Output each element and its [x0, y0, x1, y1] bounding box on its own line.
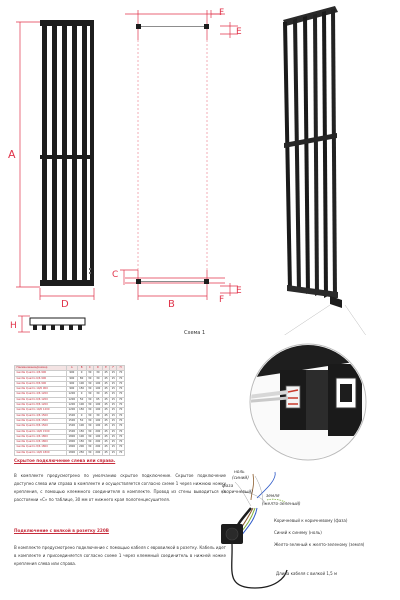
table-cell: 15 — [111, 387, 115, 391]
dim-label-d: D — [61, 299, 69, 310]
table-cell: 200 — [95, 445, 101, 449]
table-cell: 70 — [118, 371, 123, 375]
wire-label-phase-sub: (коричневый) — [222, 490, 253, 495]
table-cell: 1200 — [68, 403, 76, 407]
table-cell: 70 — [118, 381, 123, 385]
table-cell: 900 — [67, 387, 78, 392]
table-cell: 30 — [93, 376, 102, 381]
table-cell: 150 — [79, 387, 85, 391]
wire-label-zero: ноль — [234, 470, 245, 475]
table-cell: Gentle Quadro 4/6 1500 — [15, 413, 67, 418]
table-cell: 50 — [77, 418, 86, 423]
table-cell: 30 — [88, 397, 92, 401]
hidden-connection-paragraph: В комплекте предусмотрено по умолчанию скрытое подключение. Скрытое подключение доступно слева или справа в комплекте и осуществляется согласно схеме 1 через нижнюю ножку крепления, с помощью клеммного соединителя в комплекте. Провод из стены выводиться на расстоянии «С» по таблице, 30 мм от нижнего края полотенцесушителя. — [14, 473, 226, 502]
table-cell: 30 — [88, 429, 92, 433]
table-cell: 45 — [104, 434, 108, 438]
side-view-radiator — [18, 316, 85, 332]
table-cell: 70 — [118, 408, 123, 412]
table-cell: 45 — [104, 418, 108, 422]
table-cell: 65 — [93, 397, 102, 402]
spec-table-header-cell: H — [117, 366, 124, 371]
table-cell: 70 — [118, 418, 123, 422]
wire-label-ground: земля — [266, 494, 280, 499]
table-cell: 30 — [88, 418, 92, 422]
table-cell: 70 — [118, 445, 123, 449]
table-cell: 30 — [88, 381, 92, 385]
dim-label-h: H — [10, 321, 17, 331]
table-cell: 45 — [104, 371, 108, 375]
table-cell: Gentle Quadro 6/6 1200 — [15, 397, 67, 402]
table-cell: 100 — [95, 387, 101, 391]
dim-label-f-bottom: F — [219, 295, 225, 305]
table-cell: 200 — [79, 445, 85, 449]
table-cell: 0 — [77, 413, 86, 418]
table-cell: 100 — [79, 403, 85, 407]
table-cell: 30 — [88, 440, 92, 444]
table-cell: 70 — [118, 397, 123, 401]
wiring-legend-phase: Коричневый к коричневому (фаза) — [274, 518, 348, 523]
table-cell: 15 — [111, 381, 115, 385]
dim-label-e-bottom: E — [236, 286, 242, 296]
table-cell: Gentle Quadro 8/6 1800 — [15, 445, 67, 450]
table-cell: 30 — [88, 434, 92, 438]
table-cell: Gentle Quadro 8/6 900 — [15, 381, 67, 386]
spec-table-header-cell: Наименование/размер — [15, 366, 67, 371]
table-cell: 1800 — [68, 440, 76, 444]
table-cell: Gentle Quadro 10/6 900 — [15, 387, 67, 392]
table-cell: Gentle Quadro 6/6 900 — [15, 376, 67, 381]
table-cell: 80 — [77, 376, 86, 381]
table-cell: 50 — [77, 397, 86, 402]
table-cell: 70 — [118, 429, 123, 433]
dim-label-b: B — [168, 299, 175, 310]
front-view-radiator — [40, 20, 94, 286]
table-cell: 0 — [77, 371, 86, 376]
table-cell: 30 — [93, 413, 102, 418]
table-cell: 900 — [67, 376, 78, 381]
table-cell: 45 — [104, 376, 108, 380]
dim-label-a: A — [8, 148, 16, 161]
table-cell: Gentle Quadro 10/6 1800 — [15, 450, 67, 455]
table-cell: 45 — [104, 450, 108, 454]
table-cell: 15 — [111, 408, 115, 412]
table-cell: 15 — [111, 403, 115, 407]
table-cell: 30 — [88, 445, 92, 449]
spec-table-header-cell: D — [93, 366, 102, 371]
socket-connection-paragraph: В комплекте предусмотрено подключение с помощью кабеля с евровилкой в розетку. Кабель идет в комплекте и присоединяется согласно схеме 1 через клеммный соединитель в нижней ножке крепления слева или справа. — [14, 545, 226, 566]
table-cell: Gentle Quadro 8/6 1500 — [15, 424, 67, 429]
table-cell: 900 — [67, 371, 78, 376]
table-cell: 45 — [104, 413, 108, 417]
table-cell: 30 — [88, 424, 92, 428]
table-cell: 150 — [79, 440, 85, 444]
table-cell: Gentle Quadro 6/6 1500 — [15, 418, 67, 423]
table-cell: 15 — [111, 392, 115, 396]
table-cell: 45 — [104, 408, 108, 412]
table-cell: 15 — [111, 418, 115, 422]
table-cell: 150 — [79, 408, 85, 412]
table-cell: 15 — [111, 445, 115, 449]
table-cell: 45 — [104, 397, 108, 401]
table-cell: 70 — [118, 450, 123, 454]
table-cell: Gentle Quadro 10/6 1500 — [15, 429, 67, 434]
table-cell: 15 — [111, 440, 115, 444]
table-cell: 900 — [67, 381, 78, 386]
table-cell: 30 — [88, 408, 92, 412]
spec-table-body — [15, 371, 125, 456]
table-cell: 70 — [118, 413, 123, 417]
table-cell: 30 — [88, 376, 92, 380]
spec-table-header-cell: C — [86, 366, 93, 371]
socket-connection-title: Подключение с вилкой в розетку 220В — [14, 528, 109, 533]
wire-label-ground-sub: (желто-зеленый) — [262, 502, 301, 507]
mounting-brackets — [136, 24, 209, 284]
table-cell: 45 — [104, 403, 108, 407]
scheme-label: Схема 1 — [184, 330, 206, 336]
table-cell: 15 — [111, 371, 115, 375]
table-cell: 100 — [95, 381, 101, 385]
table-cell: 45 — [104, 381, 108, 385]
table-cell: 200 — [95, 440, 101, 444]
table-cell: 0 — [77, 392, 86, 397]
table-cell: 100 — [79, 424, 85, 428]
table-cell: 15 — [111, 434, 115, 438]
table-cell: 1200 — [68, 408, 76, 412]
table-cell: 250 — [79, 450, 85, 454]
table-cell: 30 — [88, 392, 92, 396]
table-cell: 30 — [88, 413, 92, 417]
wire-label-phase: фаза — [222, 484, 234, 489]
table-cell: 1800 — [68, 434, 76, 438]
table-cell: 70 — [118, 387, 123, 391]
table-cell: 1500 — [68, 413, 76, 417]
table-cell: 30 — [88, 387, 92, 391]
table-cell: Gentle Quadro 4/6 1200 — [15, 392, 67, 397]
table-cell: Gentle Quadro 10/6 1200 — [15, 408, 67, 413]
table-cell: 100 — [95, 418, 101, 422]
table-cell: 70 — [118, 376, 123, 380]
table-cell: 15 — [111, 424, 115, 428]
table-cell: Gentle Quadro 4/6 900 — [15, 371, 67, 376]
table-cell: 30 — [93, 392, 102, 397]
table-cell: 30 — [93, 371, 102, 376]
connection-detail-zoom — [240, 340, 380, 470]
table-cell: Gentle Quadro 8/6 1200 — [15, 403, 67, 408]
table-cell: 100 — [95, 408, 101, 412]
wire-label-zero-sub: (синий) — [232, 476, 249, 481]
cable-length-note: Длина кабеля с вилкой 1,5 м — [276, 571, 338, 576]
table-cell: 100 — [79, 434, 85, 438]
table-cell: 70 — [118, 403, 123, 407]
table-cell: 45 — [104, 440, 108, 444]
table-cell: 45 — [104, 387, 108, 391]
table-cell: 30 — [88, 371, 92, 375]
table-cell: Gentle Quadro 4/6 1800 — [15, 434, 67, 439]
spec-table-header-cell: B — [77, 366, 86, 371]
table-cell: 1500 — [68, 424, 76, 428]
table-cell: 15 — [111, 413, 115, 417]
table-cell: 100 — [95, 424, 101, 428]
table-cell: 70 — [118, 434, 123, 438]
table-cell: 1500 — [68, 429, 76, 433]
table-cell: 45 — [104, 392, 108, 396]
wiring-legend-ground: Желто-зеленый к желто-зеленому (земля) — [274, 542, 365, 547]
dim-label-f-top: F — [219, 8, 225, 18]
dim-label-c: C — [112, 270, 119, 280]
table-cell: 15 — [111, 376, 115, 380]
spec-table-header-cell: F — [110, 366, 117, 371]
table-cell: 1800 — [68, 450, 76, 454]
table-cell: 45 — [104, 424, 108, 428]
spec-table-header-cell: E — [102, 366, 109, 371]
table-cell: 100 — [95, 434, 101, 438]
hidden-connection-title: Скрытое подключение слева или справа. — [14, 458, 116, 463]
table-row — [15, 450, 125, 455]
dim-label-e-top: E — [236, 27, 242, 37]
table-cell: 15 — [111, 450, 115, 454]
table-cell: 100 — [79, 381, 85, 385]
table-cell: 200 — [95, 429, 101, 433]
spec-table-header-cell: A — [67, 366, 78, 371]
table-cell: 15 — [111, 397, 115, 401]
table-cell: 70 — [118, 424, 123, 428]
spec-table — [14, 365, 125, 456]
table-cell: 30 — [88, 450, 92, 454]
table-cell: 150 — [79, 429, 85, 433]
table-cell: 1800 — [68, 445, 76, 449]
table-cell: 200 — [95, 450, 101, 454]
perspective-radiator — [283, 6, 342, 308]
wiring-legend-zero: Синий к синему (ноль) — [274, 530, 322, 535]
table-cell: 45 — [104, 429, 108, 433]
table-cell: 15 — [111, 429, 115, 433]
table-cell: 70 — [118, 440, 123, 444]
table-cell: 70 — [118, 392, 123, 396]
table-cell: 100 — [95, 403, 101, 407]
table-cell: 1200 — [68, 397, 76, 401]
table-cell: 30 — [88, 403, 92, 407]
table-cell: Gentle Quadro 6/6 1800 — [15, 440, 67, 445]
table-cell: 45 — [104, 445, 108, 449]
table-cell: 1500 — [68, 418, 76, 422]
table-cell: 1200 — [68, 392, 76, 396]
